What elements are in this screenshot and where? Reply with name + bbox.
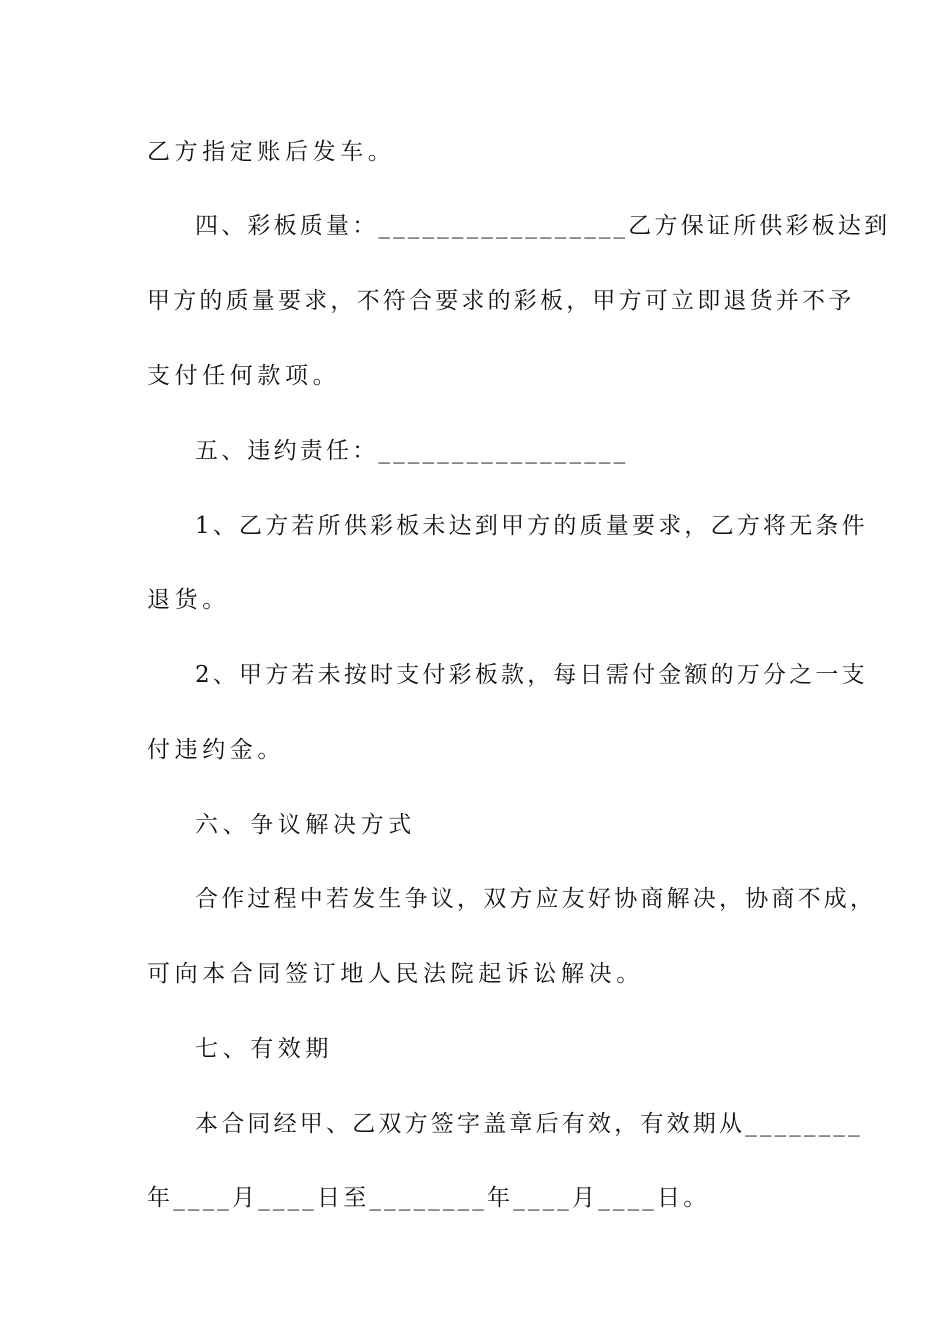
date-line: 年____月____日至________年____月____日。: [147, 1185, 710, 1211]
section-5-heading: 五、违约责任：_________________: [195, 438, 629, 464]
text-line: 付违约金。: [147, 737, 285, 763]
text-line: 合作过程中若发生争议，双方应友好协商解决，协商不成，: [195, 886, 877, 912]
text-line: 甲方的质量要求，不符合要求的彩板，甲方可立即退货并不予: [147, 288, 855, 314]
text-line: 本合同经甲、乙双方签字盖章后有效，有效期从________: [195, 1111, 863, 1137]
clause-2: 2、甲方若未按时支付彩板款，每日需付金额的万分之一支: [195, 662, 868, 688]
clause-1: 1、乙方若所供彩板未达到甲方的质量要求，乙方将无条件: [195, 513, 868, 539]
text-line: 乙方指定账后发车。: [147, 139, 396, 165]
text-line: 支付任何款项。: [147, 363, 341, 389]
section-7-heading: 七、有效期: [195, 1036, 333, 1062]
text-line: 可向本合同签订地人民法院起诉讼解决。: [147, 961, 644, 987]
text-line: 退货。: [147, 587, 230, 613]
section-4-heading: 四、彩板质量：_________________乙方保证所供彩板达到: [195, 213, 891, 239]
section-6-heading: 六、争议解决方式: [195, 812, 416, 838]
